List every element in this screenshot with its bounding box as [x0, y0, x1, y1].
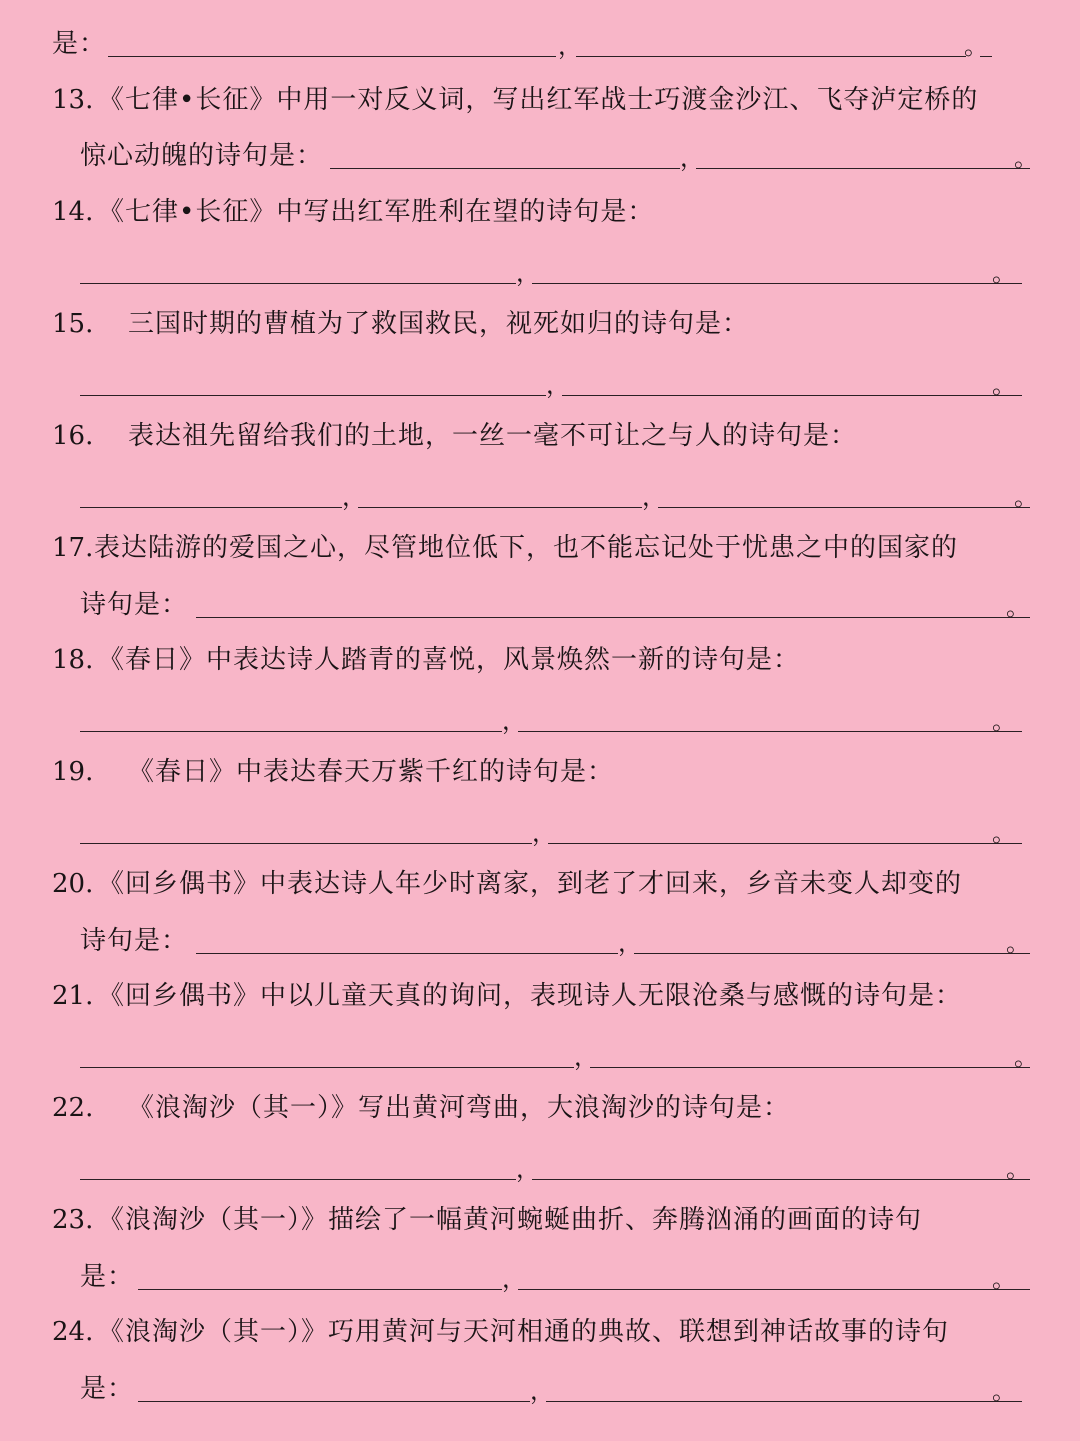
blank-16-b[interactable]	[358, 507, 642, 508]
question-text: 三国时期的曹植为了救国救民，视死如归的诗句是：	[128, 309, 750, 339]
blank-21-a[interactable]	[80, 1067, 574, 1068]
separator-14-a: ，	[516, 259, 540, 287]
answer-line-18	[0, 691, 1080, 747]
question-text: 《回乡偶书》中表达诗人年少时离家，到老了才回来，乡音未变人却变的	[98, 869, 963, 899]
separator-12-b: 。	[964, 32, 988, 60]
question-text: 表达陆游的爱国之心，尽管地位低下，也不能忘记处于忧患之中的国家的	[94, 533, 959, 563]
question-text: 《七律•长征》中写出红军胜利在望的诗句是：	[98, 197, 655, 227]
answer-lead-12: 是：	[52, 29, 107, 59]
question-text: 《浪淘沙（其一）》巧用黄河与天河相通的典故、联想到神话故事的诗句	[98, 1317, 950, 1347]
separator-16-b: ，	[642, 483, 666, 511]
blank-13-a[interactable]	[330, 168, 680, 169]
answer-line-12	[0, 16, 1080, 72]
question-18	[0, 632, 1080, 688]
question-13	[0, 72, 1080, 128]
answer-line-20	[0, 913, 1080, 969]
separator-23-b: 。	[992, 1265, 1016, 1293]
question-20	[0, 856, 1080, 912]
separator-21-b: 。	[1014, 1043, 1038, 1071]
answer-line-24	[0, 1361, 1080, 1417]
blank-21-b[interactable]	[590, 1067, 1030, 1068]
answer-lead-13: 惊心动魄的诗句是：	[80, 141, 324, 171]
blank-23-a[interactable]	[138, 1289, 502, 1290]
question-text: 《回乡偶书》中以儿童天真的询问，表现诗人无限沧桑与感慨的诗句是：	[98, 981, 963, 1011]
question-number: 20.	[52, 869, 94, 899]
blank-22-a[interactable]	[80, 1179, 516, 1180]
answer-line-15	[0, 355, 1080, 411]
question-text: 《浪淘沙（其一）》写出黄河弯曲，大浪淘沙的诗句是：	[128, 1093, 791, 1123]
question-15	[0, 296, 1080, 352]
blank-22-b[interactable]	[532, 1179, 1030, 1180]
question-number: 14.	[52, 197, 94, 227]
blank-12-a[interactable]	[108, 56, 556, 57]
separator-13-a: ，	[680, 144, 704, 172]
question-17	[0, 520, 1080, 576]
separator-24-a: ，	[530, 1377, 554, 1405]
separator-17-a: 。	[1006, 593, 1030, 621]
question-text: 《春日》中表达诗人踏青的喜悦，风景焕然一新的诗句是：	[98, 645, 801, 675]
blank-24-b[interactable]	[546, 1401, 1022, 1402]
blank-14-a[interactable]	[80, 283, 516, 284]
question-24	[0, 1304, 1080, 1360]
question-text: 表达祖先留给我们的土地，一丝一毫不可让之与人的诗句是：	[128, 421, 858, 451]
blank-13-b[interactable]	[696, 168, 1030, 169]
question-number: 24.	[52, 1317, 94, 1347]
separator-24-b: 。	[992, 1377, 1016, 1405]
question-number: 23.	[52, 1205, 94, 1235]
answer-line-13	[0, 128, 1080, 184]
separator-22-b: 。	[1006, 1155, 1030, 1183]
separator-22-a: ，	[516, 1155, 540, 1183]
answer-line-21	[0, 1027, 1080, 1083]
separator-20-b: 。	[1006, 929, 1030, 957]
answer-lead-17: 诗句是：	[80, 590, 189, 620]
separator-20-a: ，	[618, 929, 642, 957]
blank-19-b[interactable]	[548, 843, 1022, 844]
answer-line-22	[0, 1139, 1080, 1195]
blank-17-a[interactable]	[196, 617, 1030, 618]
separator-12-a: ，	[558, 32, 582, 60]
question-number: 22.	[52, 1093, 94, 1123]
blank-18-b[interactable]	[518, 731, 1022, 732]
question-number: 16.	[52, 421, 94, 451]
blank-12-b[interactable]	[576, 56, 966, 57]
separator-16-a: ，	[342, 483, 366, 511]
question-22	[0, 1080, 1080, 1136]
answer-lead-20: 诗句是：	[80, 926, 189, 956]
answer-line-23	[0, 1249, 1080, 1305]
blank-19-a[interactable]	[80, 843, 532, 844]
blank-18-a[interactable]	[80, 731, 502, 732]
separator-18-a: ，	[502, 707, 526, 735]
separator-18-b: 。	[992, 707, 1016, 735]
separator-16-c: 。	[1014, 483, 1038, 511]
blank-15-b[interactable]	[562, 395, 1022, 396]
answer-line-17	[0, 577, 1080, 633]
blank-20-a[interactable]	[196, 953, 618, 954]
question-number: 19.	[52, 757, 94, 787]
answer-line-16	[0, 467, 1080, 523]
blank-20-b[interactable]	[634, 953, 1030, 954]
separator-14-b: 。	[992, 259, 1016, 287]
question-number: 15.	[52, 309, 94, 339]
question-number: 18.	[52, 645, 94, 675]
separator-19-b: 。	[992, 819, 1016, 847]
blank-12-c	[980, 56, 992, 57]
blank-14-b[interactable]	[532, 283, 1022, 284]
separator-21-a: ，	[574, 1043, 598, 1071]
separator-13-b: 。	[1014, 144, 1038, 172]
blank-16-a[interactable]	[80, 507, 342, 508]
question-text: 《七律•长征》中用一对反义词，写出红军战士巧渡金沙江、飞夺泸定桥的	[98, 85, 979, 115]
blank-23-b[interactable]	[518, 1289, 1030, 1290]
blank-24-a[interactable]	[138, 1401, 530, 1402]
question-number: 17.	[52, 533, 94, 563]
blank-15-a[interactable]	[80, 395, 546, 396]
separator-23-a: ，	[502, 1265, 526, 1293]
question-number: 21.	[52, 981, 94, 1011]
answer-lead-23: 是：	[80, 1262, 135, 1292]
question-text: 《春日》中表达春天万紫千红的诗句是：	[128, 757, 615, 787]
answer-lead-24: 是：	[80, 1374, 135, 1404]
question-19	[0, 744, 1080, 800]
question-23	[0, 1192, 1080, 1248]
separator-15-b: 。	[992, 371, 1016, 399]
question-text: 《浪淘沙（其一）》描绘了一幅黄河蜿蜒曲折、奔腾汹涌的画面的诗句	[98, 1205, 923, 1235]
question-14	[0, 184, 1080, 240]
answer-line-19	[0, 803, 1080, 859]
separator-19-a: ，	[532, 819, 556, 847]
blank-16-c[interactable]	[658, 507, 1030, 508]
question-21	[0, 968, 1080, 1024]
separator-15-a: ，	[546, 371, 570, 399]
question-number: 13.	[52, 85, 94, 115]
answer-line-14	[0, 243, 1080, 299]
question-16	[0, 408, 1080, 464]
